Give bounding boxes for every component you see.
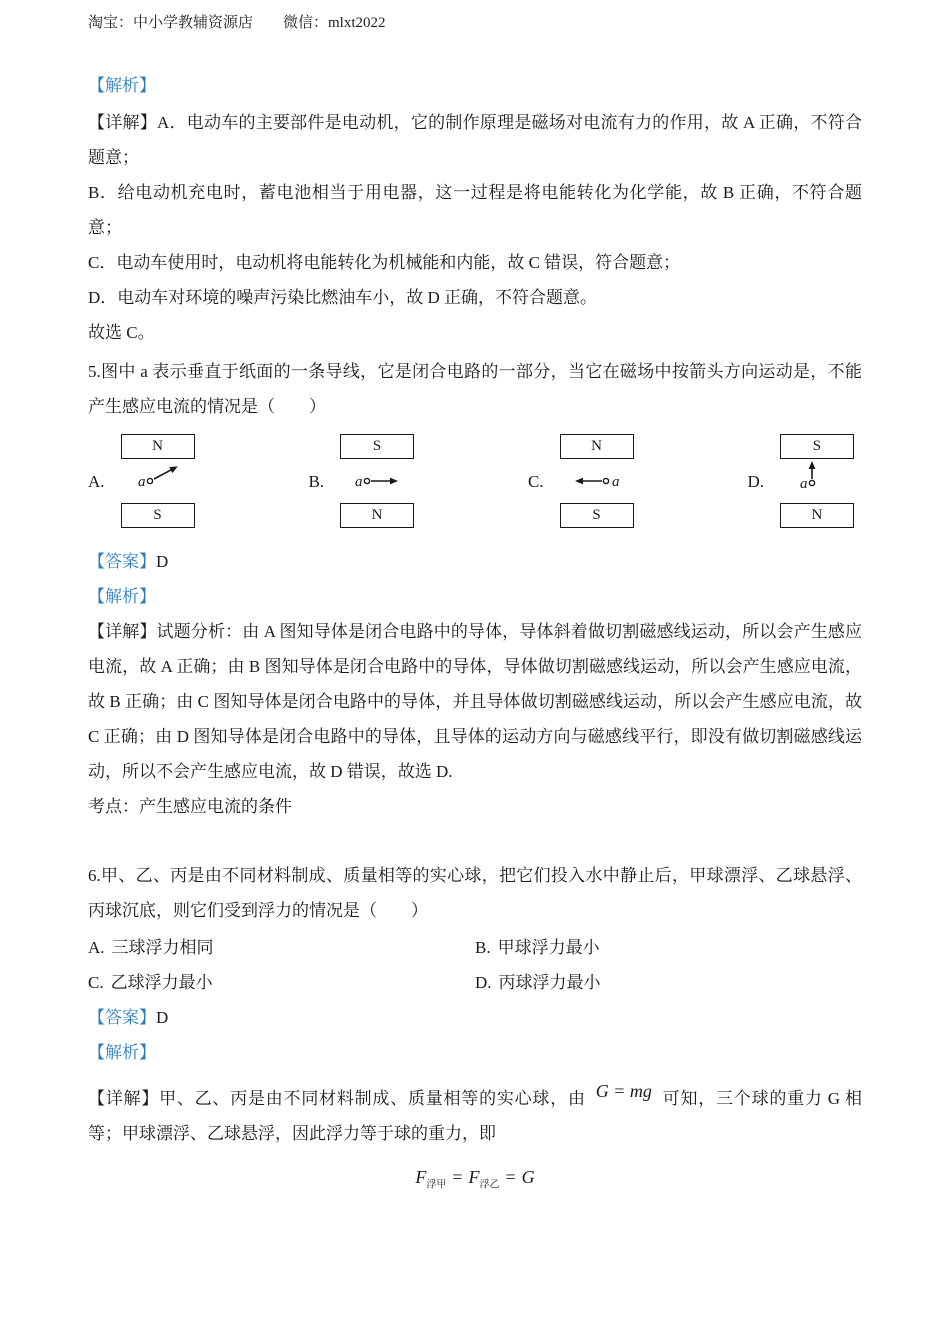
q6-detail	[88, 1074, 862, 1151]
magnet-pole-top-c: N	[560, 434, 634, 459]
q5-focus: 考点：产生感应电流的条件	[88, 797, 292, 816]
wire-arrow-up-icon	[772, 459, 862, 503]
q5-option-a	[88, 434, 203, 528]
q5-option-c	[528, 434, 642, 528]
q6-options	[88, 930, 862, 1000]
magnet-diagram-a	[113, 434, 203, 528]
wire-label-a: a	[137, 474, 146, 490]
page-header-shop-line: 淘宝：中小学教辅资源店 微信：mlxt2022	[88, 15, 386, 31]
q5-diagram-row	[88, 434, 862, 528]
svg-text:a: a	[355, 474, 363, 490]
buoyancy-formula: $F_{浮甲} = F_{浮乙} = G$	[415, 1167, 535, 1191]
q5-option-a-label: A.	[88, 471, 105, 491]
magnet-diagram-d	[772, 434, 862, 528]
wire-arrow-up-right-icon	[113, 459, 203, 503]
q6-detail-pre: 【详解】甲、乙、丙是由不同材料制成、质量相等的实心球，由	[88, 1089, 586, 1108]
q5-analysis-label: 【解析】	[88, 587, 156, 606]
q4-analysis-label: 【解析】	[88, 76, 156, 95]
magnet-pole-bottom-c: S	[560, 503, 634, 528]
q6-option-b: B. 甲球浮力最小	[475, 938, 600, 957]
q6-answer-line	[88, 1000, 862, 1035]
magnet-pole-top-b: S	[340, 434, 414, 459]
q4-detail-c: C．电动车使用时，电动机将电能转化为机械能和内能，故 C 错误，符合题意；	[88, 253, 681, 272]
svg-text:a: a	[799, 476, 808, 492]
magnet-pole-bottom-d: N	[780, 503, 854, 528]
q5-option-c-label: C.	[527, 471, 544, 491]
q6-option-d: D. 丙球浮力最小	[475, 973, 601, 992]
q6-option-c: C. 乙球浮力最小	[88, 973, 213, 992]
magnet-diagram-c	[552, 434, 642, 528]
inline-formula-g-mg: G = mg	[595, 1081, 652, 1101]
wire-arrow-left-icon	[552, 459, 642, 503]
q6-options-row-1	[88, 930, 862, 965]
wire-arrow-right-icon	[332, 459, 422, 503]
magnet-diagram-b	[332, 434, 422, 528]
q6-question: 6.甲、乙、丙是由不同材料制成、质量相等的实心球，把它们投入水中静止后，甲球漂浮、乙球悬浮、丙球沉底，则它们受到浮力的情况是（ ）	[88, 866, 862, 920]
q4-detail-a: 【详解】A．电动车的主要部件是电动机，它的制作原理是磁场对电流有力的作用，故 A 正确，不符合题意；	[88, 113, 862, 167]
q6-answer-label: 【答案】	[88, 1008, 156, 1027]
q6-analysis-label: 【解析】	[88, 1043, 156, 1062]
magnet-pole-bottom-b: N	[340, 503, 414, 528]
q4-conclusion: 故选 C。	[88, 323, 155, 342]
q5-answer-line	[88, 544, 862, 579]
svg-text:a: a	[611, 474, 620, 490]
magnet-pole-bottom-a: S	[121, 503, 195, 528]
q5-question: 5.图中 a 表示垂直于纸面的一条导线，它是闭合电路的一部分，当它在磁场中按箭头方向运动是，不能产生感应电流的情况是（ ）	[88, 362, 862, 416]
q5-answer-label: 【答案】	[88, 552, 156, 571]
q6-options-row-2	[88, 965, 862, 1000]
q6-option-a: A. 三球浮力相同	[88, 938, 214, 957]
q4-detail-b: B．给电动机充电时，蓄电池相当于用电器，这一过程是将电能转化为化学能，故 B 正确，不符合题意；	[88, 183, 862, 237]
q5-option-d-label: D.	[747, 471, 764, 491]
q5-option-b-label: B.	[308, 471, 325, 491]
q4-detail-d: D．电动车对环境的噪声污染比燃油车小，故 D 正确，不符合题意。	[88, 288, 598, 307]
magnet-pole-top-a: N	[121, 434, 195, 459]
magnet-pole-top-d: S	[780, 434, 854, 459]
q5-option-b	[308, 434, 422, 528]
q5-option-d	[747, 434, 862, 528]
q5-detail: 【详解】试题分析：由 A 图知导体是闭合电路中的导体，导体斜着做切割磁感线运动，所以会产生感应电流，故 A 正确；由 B 图知导体是闭合电路中的导体，导体做切割磁感线运动，所以会产生感应电流，故 B 正确；由 C 图知导体是闭合电路中的导体，并且导体做切割磁感线运动，所以会产生感应电流，故 C 正确；由 D 图知导体是闭合电路中的导体，且导体的运动方向与磁感线平行，即没有做切割磁感线运动，所以不会产生感应电流，故 D 错误，故选 D.	[88, 622, 862, 781]
q6-detail-post: 可知，三个球的重力 G 相等；甲球漂浮、乙球悬浮，因此浮力等于球的重力，即	[88, 1089, 863, 1143]
q6-answer-value: D	[156, 1008, 169, 1027]
q5-answer-value: D	[156, 552, 169, 571]
